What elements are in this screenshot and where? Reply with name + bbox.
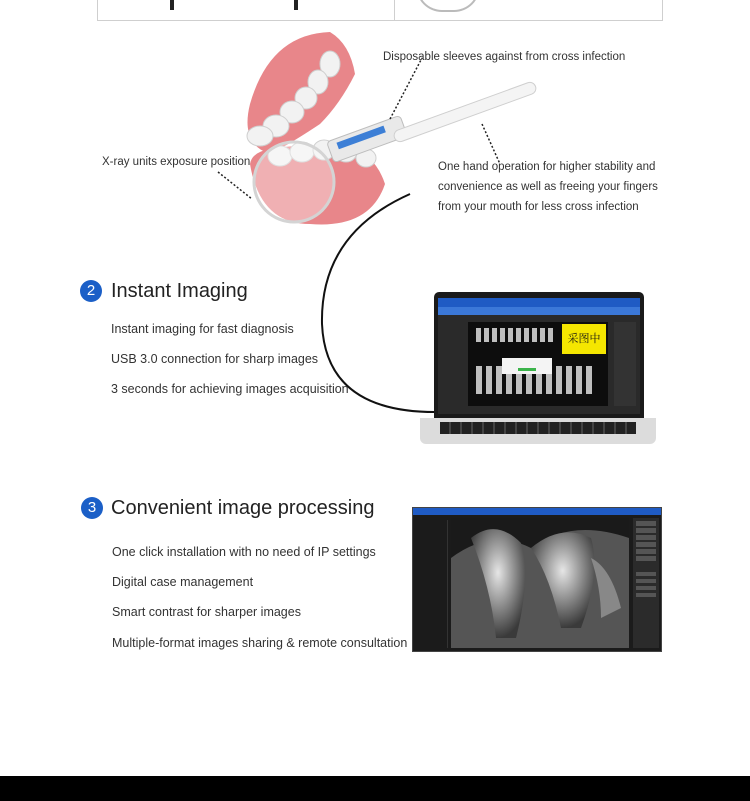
software-tool-panel — [633, 518, 659, 648]
callout-one-hand-line: from your mouth for less cross infection — [438, 201, 639, 213]
callout-one-hand-line: convenience as well as freeing your fingers — [438, 181, 658, 193]
section-number-badge: 3 — [81, 497, 103, 519]
laptop-lid — [434, 292, 644, 418]
software-left-panel — [417, 520, 448, 648]
callout-sleeves: Disposable sleeves against from cross infection — [383, 51, 626, 63]
feature-item: USB 3.0 connection for sharp images — [111, 352, 319, 366]
software-screenshot — [412, 507, 662, 652]
footer-bar — [0, 776, 750, 801]
laptop-illustration — [420, 292, 656, 452]
tool-buttons — [636, 521, 656, 561]
feature-item: 3 seconds for achieving images acquisition — [111, 382, 349, 396]
laptop-screen — [438, 298, 640, 414]
feature-item: Multiple-format images sharing & remote consultation — [112, 636, 408, 650]
sensor-outline — [416, 0, 480, 12]
feature-item: Digital case management — [112, 575, 254, 589]
tool-buttons — [636, 569, 656, 597]
callout-one-hand — [438, 157, 658, 217]
cable-end-right — [294, 0, 298, 10]
callout-one-hand-line: One hand operation for higher stability and — [438, 161, 656, 173]
table-divider — [394, 0, 395, 20]
laptop-keyboard — [440, 422, 636, 434]
feature-item: Instant imaging for fast diagnosis — [111, 322, 294, 336]
acquiring-popup: 采图中 — [562, 324, 606, 354]
xray-image — [451, 518, 629, 648]
screen-titlebar — [438, 298, 640, 307]
screen-toolbar — [438, 307, 640, 315]
laptop-base — [420, 418, 656, 444]
xray-tooth-icon — [451, 518, 629, 648]
callout-exposure: X-ray units exposure position — [102, 156, 251, 168]
cable-end-left — [170, 0, 174, 10]
screen-side-panel — [614, 322, 636, 406]
software-titlebar — [413, 508, 661, 515]
section-number-badge: 2 — [80, 280, 102, 302]
section-title-instant-imaging: Instant Imaging — [111, 280, 248, 302]
feature-item: One click installation with no need of IP settings — [112, 545, 376, 559]
section-title-image-processing: Convenient image processing — [111, 497, 375, 519]
feature-item: Smart contrast for sharper images — [112, 605, 301, 619]
spec-table-bottom — [97, 0, 663, 21]
